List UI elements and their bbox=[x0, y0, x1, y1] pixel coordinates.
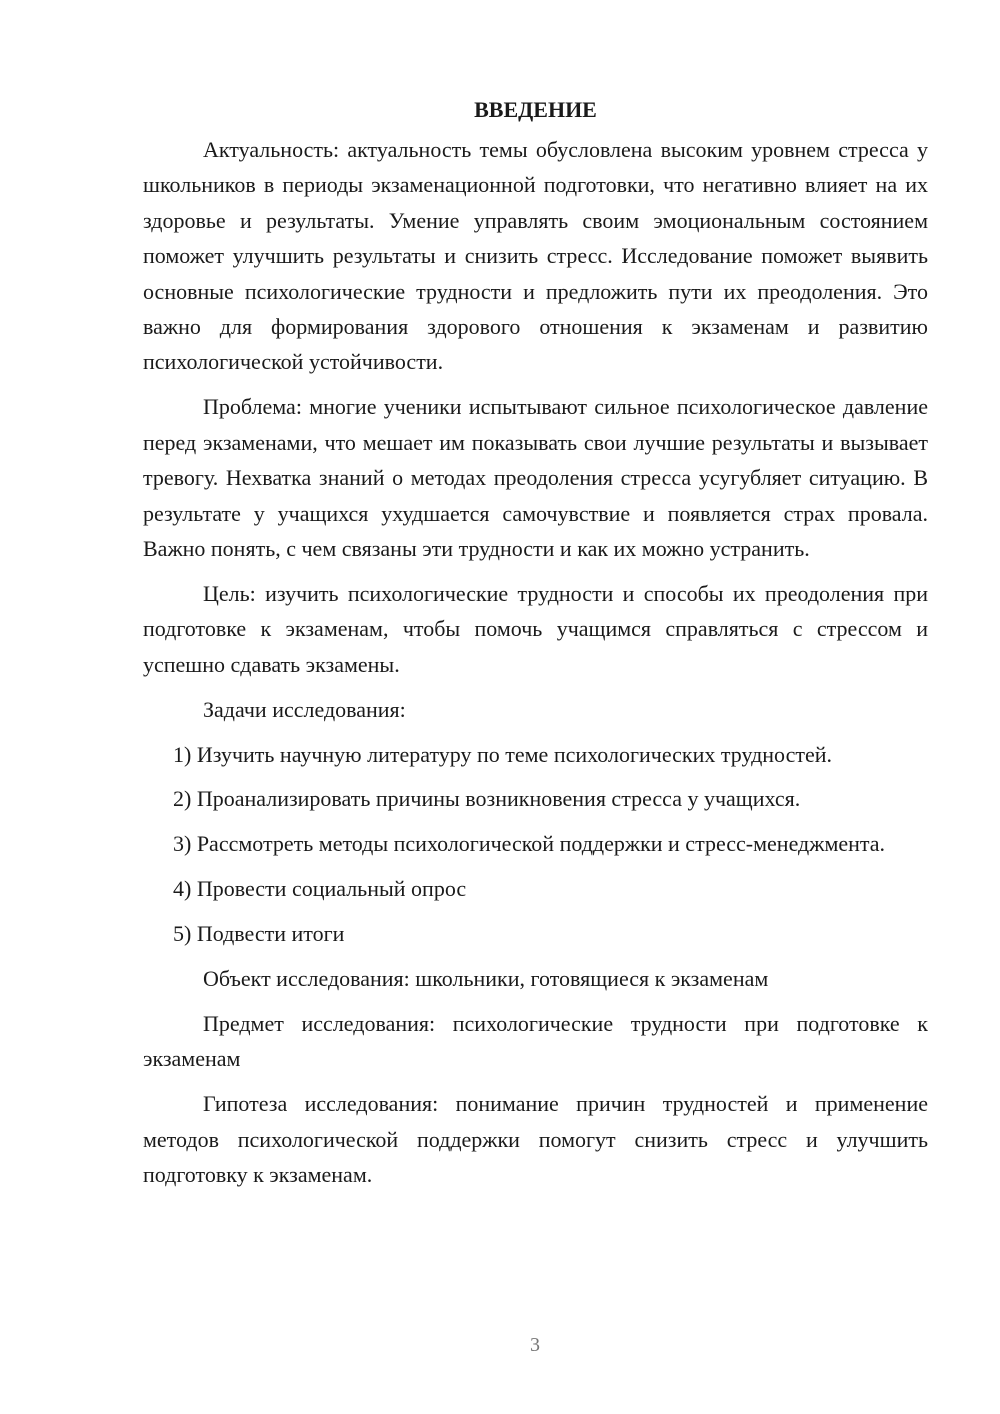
page-number: 3 bbox=[530, 1334, 540, 1356]
task-item-1: 1) Изучить научную литературу по теме психологических трудностей. bbox=[173, 741, 833, 767]
tasks-heading: Задачи исследования: bbox=[203, 696, 406, 722]
page-title: ВВЕДЕНИЕ bbox=[474, 97, 597, 122]
task-item-2: 2) Проанализировать причины возникновения стресса у учащихся. bbox=[173, 786, 801, 812]
problem-paragraph: Проблема: многие ученики испытывают сильное психологическое давление перед экзаменами, что мешает им показывать свои лучшие результаты и вызывает тревогу. Нехватка знаний о методах преодоления стресса усугубляет ситуацию. В результате у учащихся ухудшается самочувствие и появляется страх провала. Важно понять, с чем связаны эти трудности и как их можно устранить. bbox=[143, 394, 928, 561]
object-paragraph: Объект исследования: школьники, готовящиеся к экзаменам bbox=[203, 966, 769, 992]
task-item-5: 5) Подвести итоги bbox=[173, 921, 345, 947]
goal-paragraph: Цель: изучить психологические трудности и способы их преодоления при подготовке к экзаменам, чтобы помочь учащимся справляться с стрессом и успешно сдавать экзамены. bbox=[143, 580, 928, 677]
subject-paragraph: Предмет исследования: психологические трудности при подготовке к экзаменам bbox=[143, 1010, 928, 1072]
hypothesis-paragraph: Гипотеза исследования: понимание причин трудностей и применение методов психологической поддержки помогут снизить стресс и улучшить подготовку к экзаменам. bbox=[143, 1091, 928, 1188]
task-item-3: 3) Рассмотреть методы психологической поддержки и стресс-менеджмента. bbox=[173, 831, 886, 857]
document-page bbox=[143, 92, 928, 1202]
relevance-paragraph: Актуальность: актуальность темы обусловлена высоким уровнем стресса у школьников в периоды экзаменационной подготовки, что негативно влияет на их здоровье и результаты. Умение управлять своим эмоциональным состоянием поможет улучшить результаты и снизить стресс. Исследование поможет выявить основные психологические трудности и предложить пути их преодоления. Это важно для формирования здорового отношения к экзаменам и развитию психологической устойчивости. bbox=[143, 137, 928, 375]
task-item-4: 4) Провести социальный опрос bbox=[173, 876, 467, 902]
